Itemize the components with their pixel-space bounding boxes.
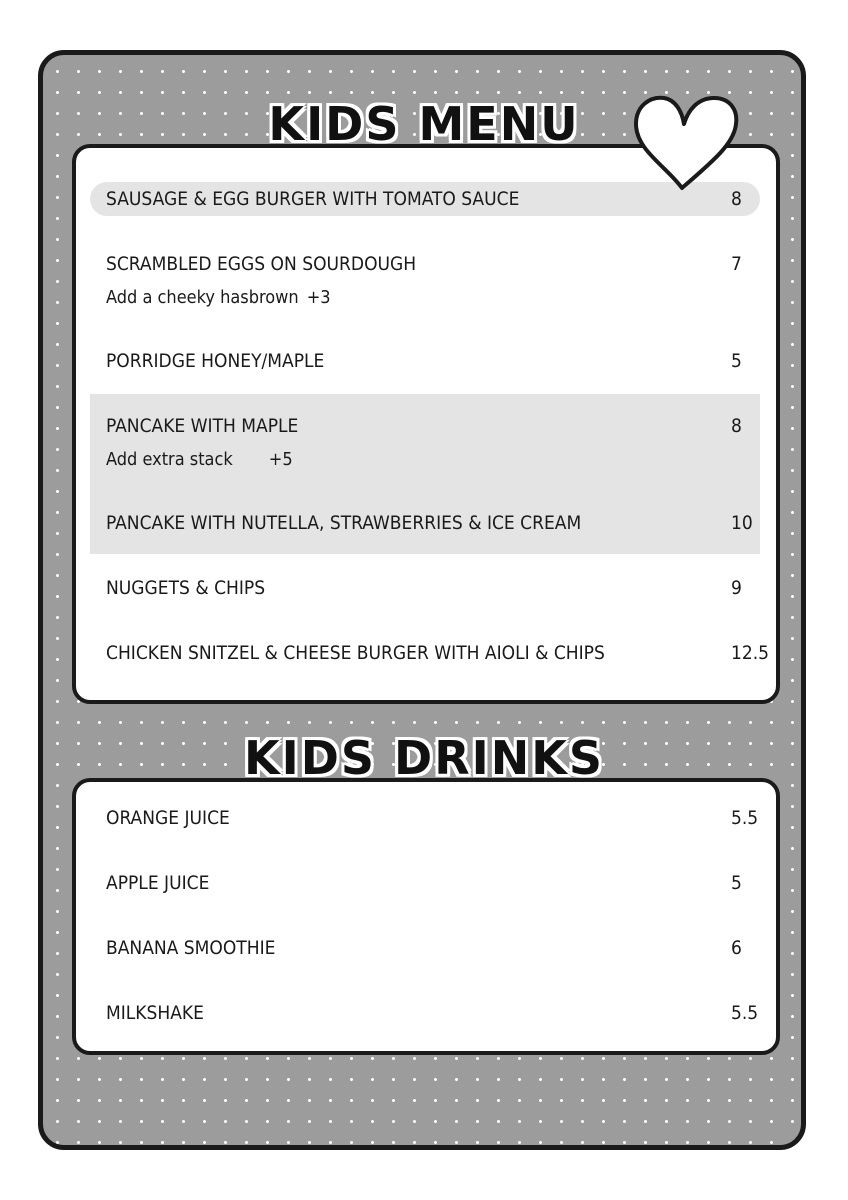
menu-item-price: 8 — [731, 188, 742, 210]
kids-menu-panel — [72, 144, 780, 704]
menu-item — [76, 249, 776, 279]
menu-item-name: CHICKEN SNITZEL & CHEESE BURGER WITH AIOLI & CHIPS — [106, 642, 605, 664]
drink-item-price: 5.5 — [731, 807, 759, 829]
menu-item-extra — [106, 446, 293, 474]
drink-item-name: BANANA SMOOTHIE — [106, 937, 276, 959]
kids-menu-title: KIDS MENU — [268, 97, 580, 151]
drink-item-name: MILKSHAKE — [106, 1002, 204, 1024]
menu-item-price: 7 — [731, 253, 742, 275]
menu-item — [76, 573, 776, 603]
drink-item-price: 5 — [731, 872, 742, 894]
drink-item — [76, 868, 776, 898]
menu-item-price: 8 — [731, 415, 742, 437]
menu-item-name: PANCAKE WITH NUTELLA, STRAWBERRIES & ICE CREAM — [106, 512, 582, 534]
drink-item-name: APPLE JUICE — [106, 872, 210, 894]
kids-drinks-panel — [72, 778, 780, 1055]
drink-item-price: 6 — [731, 937, 742, 959]
menu-item-price: 9 — [731, 577, 742, 599]
menu-item-price: 10 — [731, 512, 753, 534]
menu-item-extra — [106, 284, 331, 312]
menu-item-name: SCRAMBLED EGGS ON SOURDOUGH — [106, 253, 417, 275]
menu-item-price: 12.5 — [731, 642, 770, 664]
drink-item-price: 5.5 — [731, 1002, 759, 1024]
heart-icon — [630, 92, 742, 194]
menu-item-name: NUGGETS & CHIPS — [106, 577, 266, 599]
menu-item-name: PORRIDGE HONEY/MAPLE — [106, 350, 325, 372]
drink-item-name: ORANGE JUICE — [106, 807, 230, 829]
menu-item — [76, 508, 776, 538]
menu-item — [76, 411, 776, 441]
drink-item — [76, 933, 776, 963]
extra-price: +3 — [306, 287, 331, 308]
menu-item-name: SAUSAGE & EGG BURGER WITH TOMATO SAUCE — [106, 188, 520, 210]
menu-item-name: PANCAKE WITH MAPLE — [106, 415, 299, 437]
menu-item — [76, 638, 776, 668]
extra-label: Add extra stack — [106, 449, 233, 470]
menu-item — [76, 346, 776, 376]
drink-item — [76, 803, 776, 833]
extra-price: +5 — [268, 449, 293, 470]
extra-label: Add a cheeky hasbrown — [106, 287, 299, 308]
kids-drinks-title: KIDS DRINKS — [243, 731, 605, 785]
drink-item — [76, 998, 776, 1028]
menu-item-price: 5 — [731, 350, 742, 372]
